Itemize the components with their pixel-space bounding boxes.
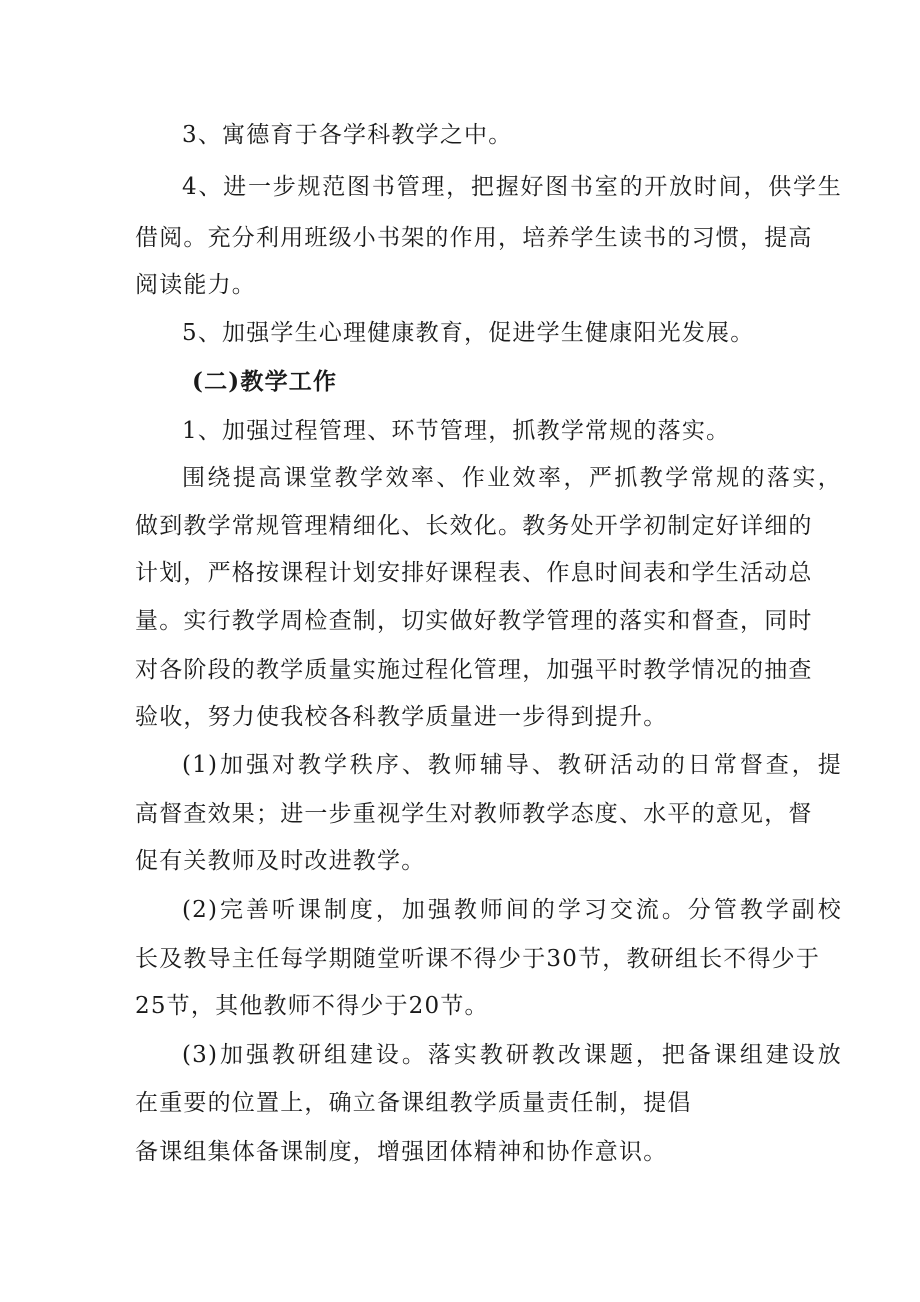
subitem-2-line-3: 25节，其他教师不得少于20节。 <box>135 993 489 1019</box>
para-routine-line-6: 验收，努力使我校各科教学质量进一步得到提升。 <box>135 704 668 730</box>
para-5-line-1: 5、加强学生心理健康教育，促进学生健康阳光发展。 <box>182 320 755 346</box>
para-3-line-1: 3、寓德育于各学科教学之中。 <box>182 122 513 148</box>
subitem-3-line-2: 在重要的位置上，确立备课组教学质量责任制，提倡 <box>135 1090 692 1116</box>
para-routine-line-5: 对各阶段的教学质量实施过程化管理，加强平时教学情况的抽查 <box>135 657 813 683</box>
para-routine-line-1: 围绕提高课堂教学效率、作业效率，严抓教学常规的落实， <box>182 465 842 491</box>
item-1-line-1: 1、加强过程管理、环节管理，抓教学常规的落实。 <box>182 418 731 444</box>
para-4-line-2: 借阅。充分利用班级小书架的作用，培养学生读书的习惯，提高 <box>135 225 813 251</box>
para-routine-line-3: 计划，严格按课程计划安排好课程表、作息时间表和学生活动总 <box>135 560 813 586</box>
para-4-line-1: 4、进一步规范图书管理，把握好图书室的开放时间，供学生 <box>182 174 842 200</box>
subitem-2-line-2: 长及教导主任每学期随堂听课不得少于30节，教研组长不得少于 <box>135 946 821 972</box>
subitem-1-line-2: 高督查效果；进一步重视学生对教师教学态度、水平的意见，督 <box>135 801 813 827</box>
subitem-3-line-3: 备课组集体备课制度，增强团体精神和协作意识。 <box>135 1139 668 1165</box>
para-routine-line-4: 量。实行教学周检查制，切实做好教学管理的落实和督查，同时 <box>135 608 813 634</box>
subitem-2-line-1: (2)完善听课制度，加强教师间的学习交流。分管教学副校 <box>182 897 842 923</box>
subitem-3-line-1: (3)加强教研组建设。落实教研教改课题，把备课组建设放 <box>182 1042 842 1068</box>
para-4-line-3: 阅读能力。 <box>135 272 256 298</box>
subitem-1-line-1: (1)加强对教学秩序、教师辅导、教研活动的日常督查，提 <box>182 752 842 778</box>
para-routine-line-2: 做到教学常规管理精细化、长效化。教务处开学初制定好详细的 <box>135 513 813 539</box>
subitem-1-line-3: 促有关教师及时改进教学。 <box>135 848 426 874</box>
section-heading-teaching: (二)教学工作 <box>192 368 338 395</box>
